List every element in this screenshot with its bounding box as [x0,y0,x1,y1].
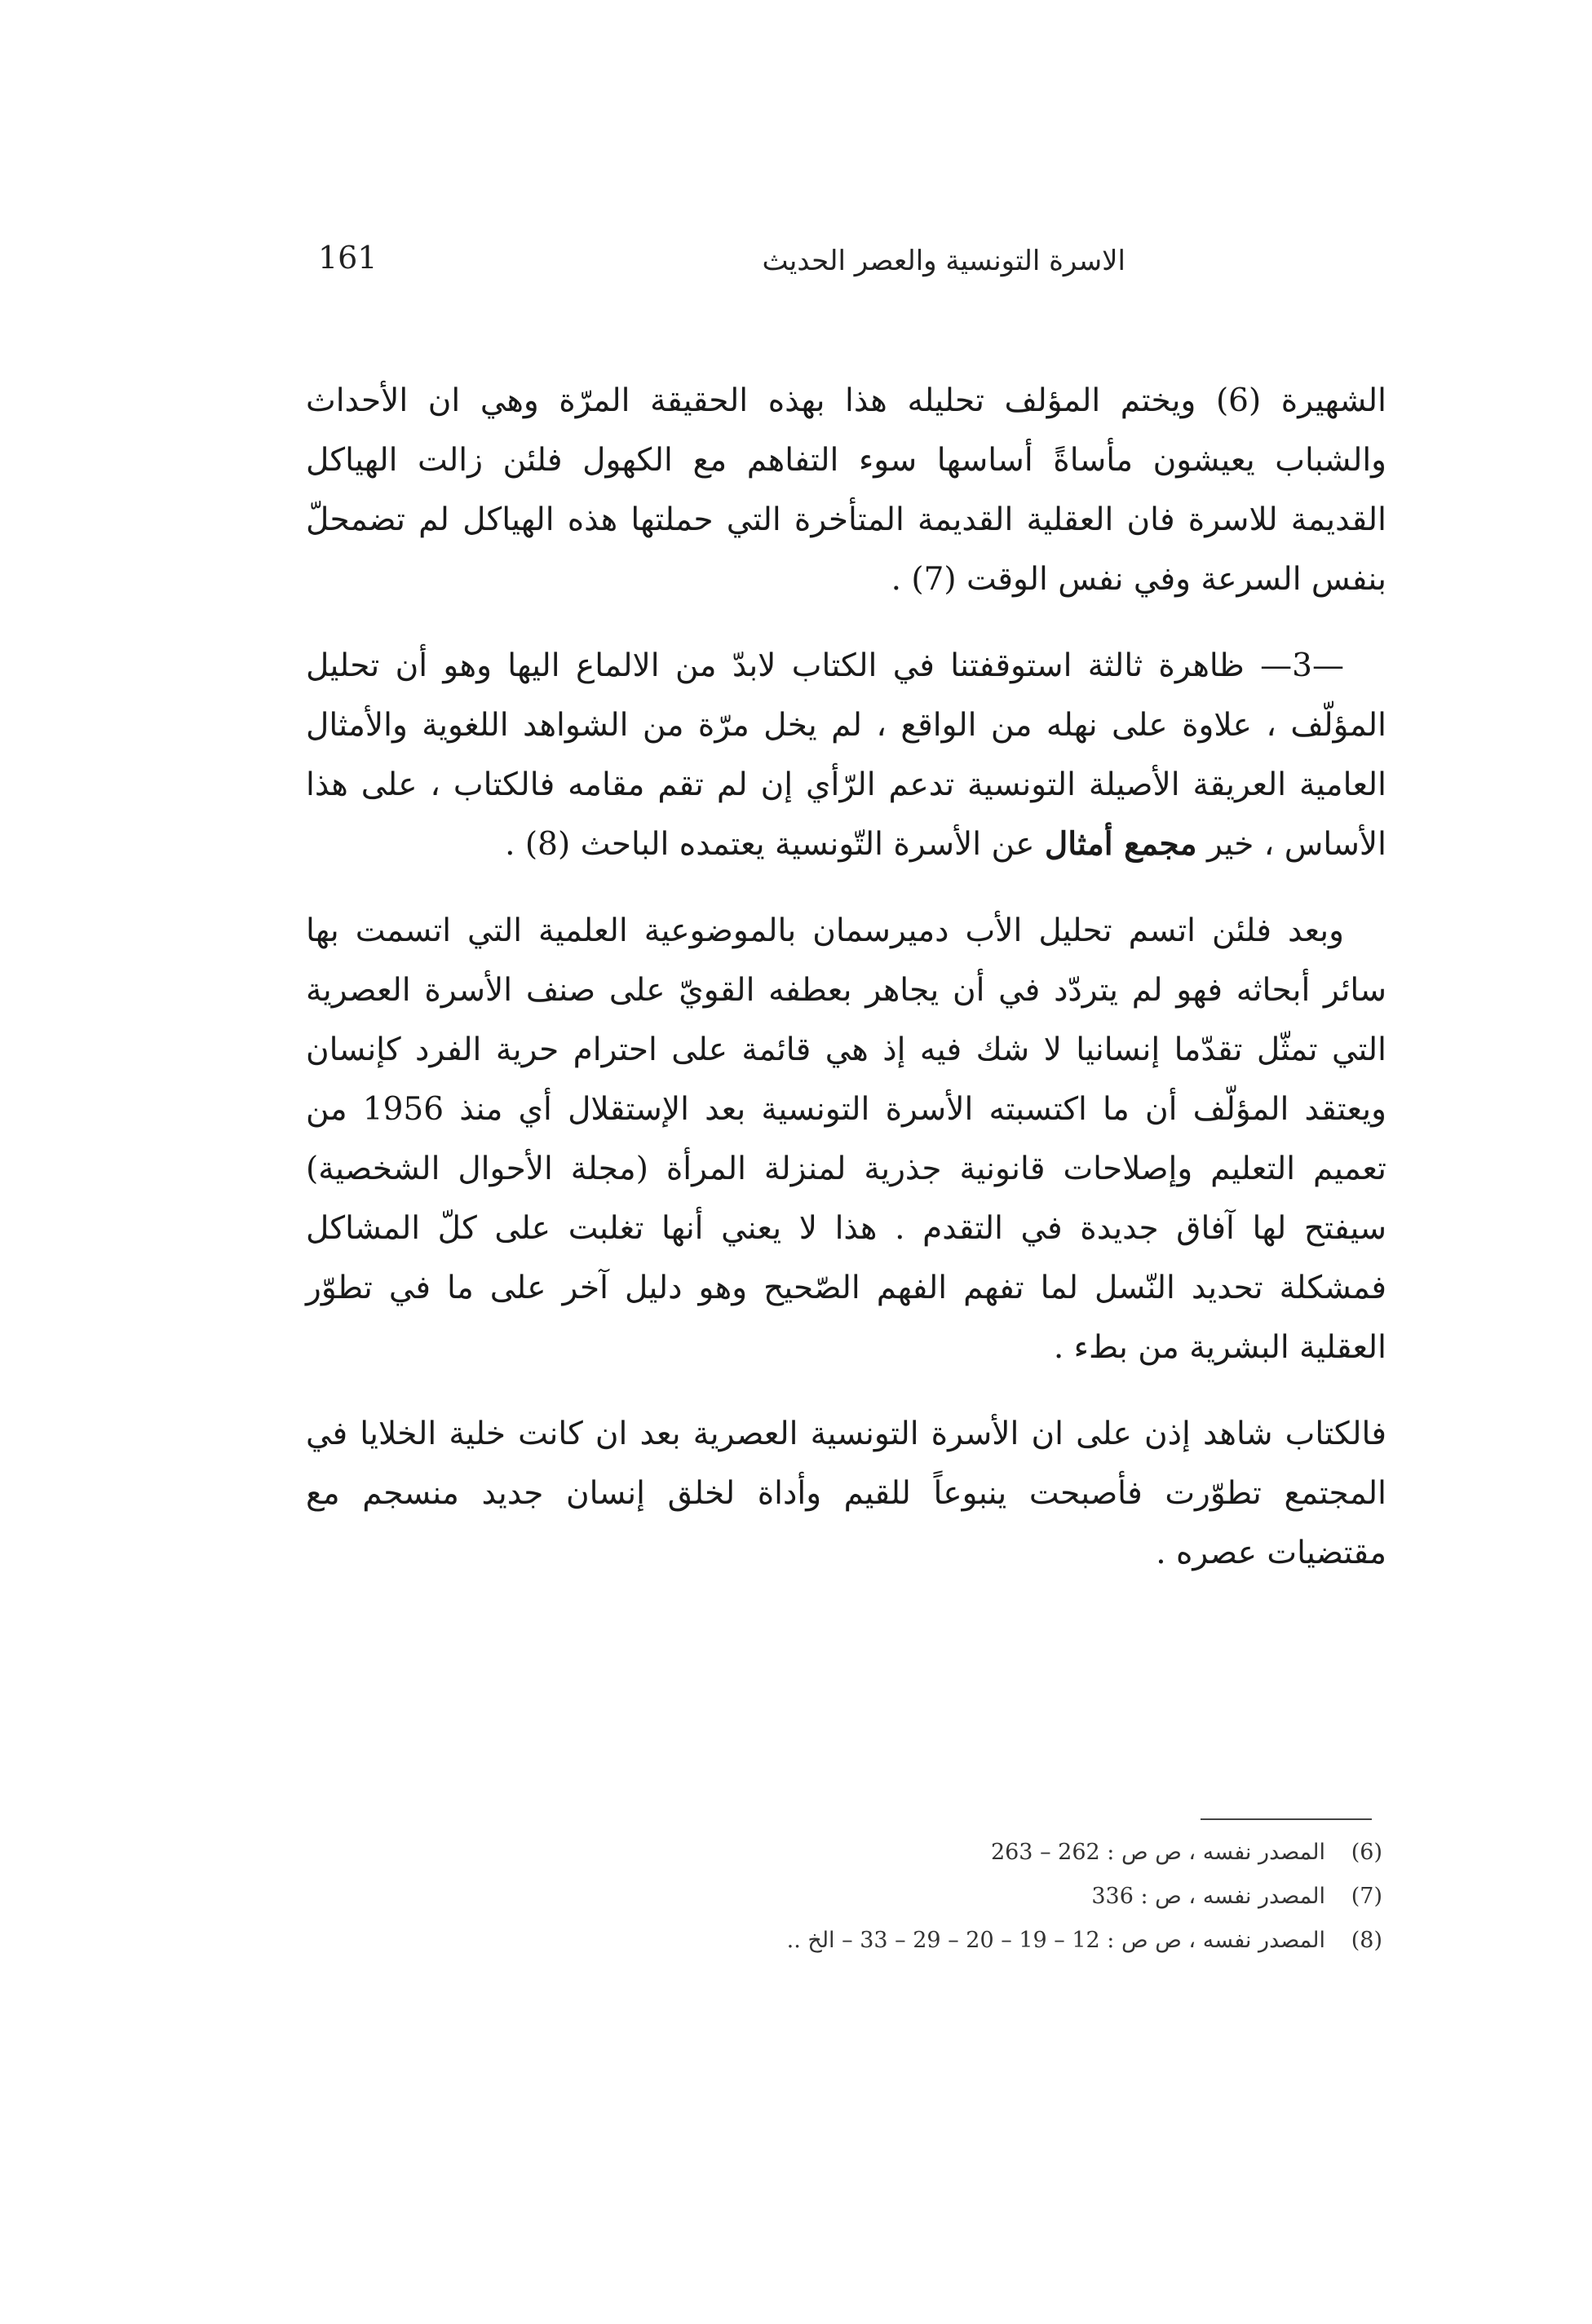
paragraph-4: فالكتاب شاهد إذن على ان الأسرة التونسية العصرية بعد ان كانت خلية الخلايا في المجتمع تطوّرت فأصبحت ينبوعاً للقيم وأداة لخلق إنسان جديد منسجم مع مقتضيات عصره . [306,1416,1386,1571]
footnote-separator [1201,1818,1372,1820]
paragraph-2 [306,636,1386,874]
paragraph-1: الشهيرة (6) ويختم المؤلف تحليله هذا بهذه الحقيقة المرّة وهي ان الأحداث والشباب يعيشون مأساةً أساسها سوء التفاهم مع الكهول فلئن زالت الهياكل القديمة للاسرة فان العقلية القديمة المتأخرة التي حملتها هذه الهياكل لم تضمحلّ بنفس السرعة وفي نفس الوقت (7) . [306,382,1386,598]
paragraph-2-text-after: عن الأسرة التّونسية يعتمده الباحث (8) . [505,826,1035,863]
footnote-number: (6) [1351,1840,1382,1865]
footnote-8 [555,1919,1382,1963]
running-head [302,240,1125,294]
body-text [306,371,1386,1610]
footnote-text: المصدر نفسه ، ص ص : 12 – 19 – 20 – 29 – 33 – الخ .. [786,1928,1325,1953]
running-title: الاسرة التونسية والعصر الحديث [762,245,1125,277]
paragraph-2-text-before: —3— ظاهرة ثالثة استوقفتنا في الكتاب لابدّ من الالماع اليها وهو أن تحليل المؤلّف ، علاوة على نهله من الواقع ، لم يخل مرّة من الشواهد اللغوية والأمثال العامية العريقة الأصيلة التونسية تدعم الرّأي إن لم تقم مقامه فالكتاب ، على هذا الأساس ، خير [306,647,1386,863]
footnotes [555,1831,1382,1963]
footnote-text: المصدر نفسه ، ص ص : 262 – 263 [990,1840,1325,1865]
footnote-6 [555,1831,1382,1875]
page-number: 161 [318,240,378,276]
footnote-number: (8) [1351,1928,1382,1953]
footnote-text: المصدر نفسه ، ص : 336 [1091,1884,1325,1909]
paragraph-2-bold-phrase: مجمع أمثال [1044,825,1197,863]
paragraph-3: وبعد فلئن اتسم تحليل الأب دميرسمان بالموضوعية العلمية التي اتسمت بها سائر أبحاثه فهو لم يتردّد في أن يجاهر بعطفه القويّ على صنف الأسرة العصرية التي تمثّل تقدّما إنسانيا لا شك فيه إذ هي قائمة على احترام حرية الفرد كإنسان ويعتقد المؤلّف أن ما اكتسبته الأسرة التونسية بعد الإستقلال أي منذ 1956 من تعميم التعليم وإصلاحات قانونية جذرية لمنزلة المرأة (مجلة الأحوال الشخصية) سيفتح لها آفاق جديدة في التقدم . هذا لا يعني أنها تغلبت على كلّ المشاكل فمشكلة تحديد النّسل لما تفهم الفهم الصّحيح وهو دليل آخر على ما في تطوّر العقلية البشرية من بطء . [306,912,1386,1366]
footnote-7 [555,1875,1382,1919]
footnote-number: (7) [1351,1884,1382,1909]
